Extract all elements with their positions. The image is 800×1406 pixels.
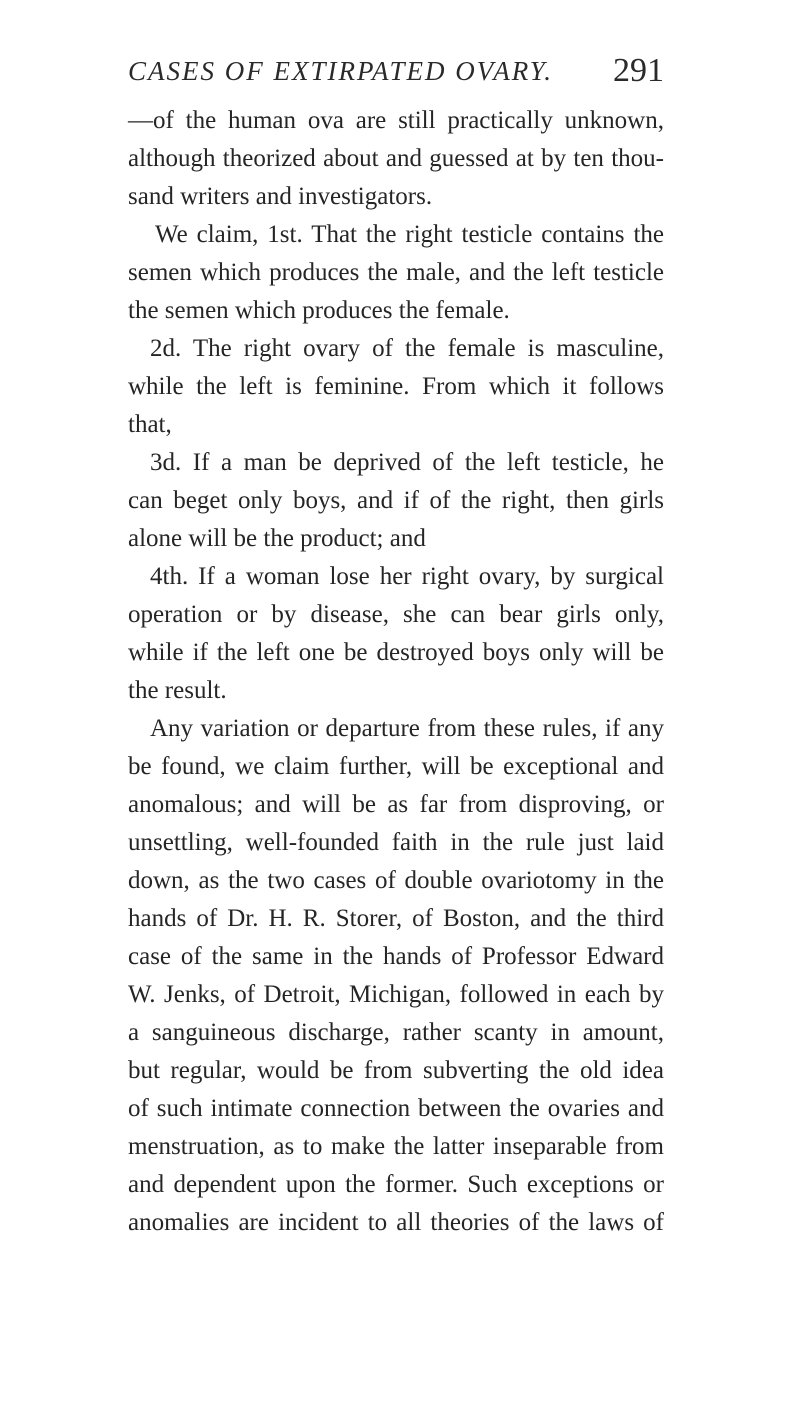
page-number: 291 — [613, 52, 664, 89]
text-line: operation or by disease, she can bear girls only, — [128, 601, 664, 628]
text-line: 2d. The right ovary of the female is masculine, — [150, 335, 664, 362]
text-line: anomalies are incident to all theories of the laws of — [128, 1209, 664, 1236]
text-line: the result. — [128, 677, 227, 704]
text-line: —of the human ova are still practically unknown, — [128, 107, 664, 134]
text-line: be found, we claim further, will be exceptional and — [128, 753, 664, 780]
text-line: semen which produces the male, and the left testicle — [128, 259, 664, 286]
text-line: hands of Dr. H. R. Storer, of Boston, and the third — [128, 905, 664, 932]
text-line: and dependent upon the former. Such exceptions or — [128, 1171, 664, 1198]
text-line: down, as the two cases of double ovariotomy in the — [128, 867, 664, 894]
text-line: that, — [128, 411, 172, 438]
text-line: while the left is feminine. From which it follows — [128, 373, 664, 400]
text-line: but regular, would be from subverting the old idea — [128, 1057, 664, 1084]
running-header — [128, 52, 664, 92]
text-line: sand writers and investigators. — [128, 183, 433, 210]
text-line: 3d. If a man be deprived of the left testicle, he — [150, 449, 664, 476]
text-line: a sanguineous discharge, rather scanty in amount, — [128, 1019, 664, 1046]
text-line: unsettling, well-founded faith in the rule just laid — [128, 829, 664, 856]
text-line: alone will be the product; and — [128, 525, 426, 552]
text-line: W. Jenks, of Detroit, Michigan, followed in each by — [128, 981, 664, 1008]
text-line: We claim, 1st. That the right testicle contains the — [155, 221, 664, 248]
text-line: Any variation or departure from these rules, if any — [150, 715, 664, 742]
text-line: anomalous; and will be as far from disproving, or — [128, 791, 664, 818]
text-line: although theorized about and guessed at by ten thou- — [128, 145, 664, 172]
text-line: can beget only boys, and if of the right, then girls — [128, 487, 664, 514]
text-line: case of the same in the hands of Professor Edward — [128, 943, 664, 970]
text-line: while if the left one be destroyed boys only will be — [128, 639, 664, 666]
text-line: 4th. If a woman lose her right ovary, by surgical — [150, 563, 664, 590]
body-text — [128, 102, 664, 1242]
running-title: CASES OF EXTIRPATED OVARY. — [128, 56, 554, 86]
text-line: of such intimate connection between the ovaries and — [128, 1095, 664, 1122]
text-line: the semen which produces the female. — [128, 297, 510, 324]
text-line: menstruation, as to make the latter inseparable from — [128, 1133, 664, 1160]
